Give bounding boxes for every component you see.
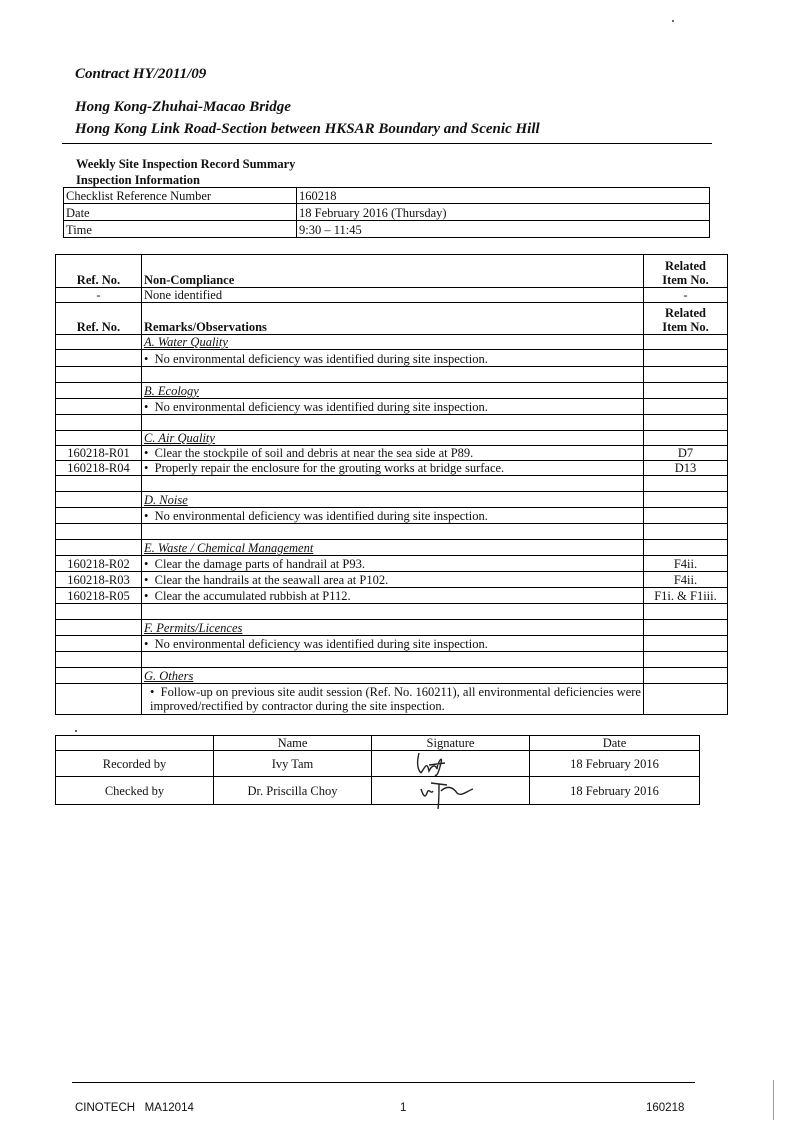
scan-edge-mark [773, 1080, 774, 1120]
remark-item: • No environmental deficiency was identified during site inspection. [142, 399, 644, 415]
inspection-label: Checklist Reference Number [64, 188, 297, 204]
section-title: Hong Kong Link Road-Section between HKSAR Boundary and Scenic Hill [75, 121, 540, 137]
remark-item: • No environmental deficiency was identified during site inspection. [142, 508, 644, 524]
remark-related: D13 [644, 461, 728, 476]
contract-number: Contract HY/2011/09 [75, 66, 207, 82]
inspection-value: 160218 [297, 188, 710, 204]
date-header: Date [530, 736, 700, 751]
signature-ivy [372, 751, 530, 777]
header-rule [62, 143, 712, 144]
inspection-label: Date [64, 204, 297, 221]
ref-no-header: Ref. No. [56, 303, 142, 335]
inspection-title: Inspection Information [76, 173, 200, 187]
remark-ref: 160218-R03 [56, 572, 142, 588]
page-number: 1 [400, 1102, 407, 1114]
remark-ref: 160218-R01 [56, 446, 142, 461]
section-heading: G. Others [142, 668, 644, 684]
section-heading: B. Ecology [142, 383, 644, 399]
related-item-header: Related Item No. [644, 303, 728, 335]
inspection-label: Time [64, 221, 297, 238]
non-compliance-related: - [644, 288, 728, 303]
remark-item: • Clear the handrails at the seawall area at P102. [142, 572, 644, 588]
remark-ref: 160218-R02 [56, 556, 142, 572]
footer-left: CINOTECH MA12014 [75, 1102, 194, 1114]
section-heading: A. Water Quality [142, 335, 644, 350]
inspection-value: 18 February 2016 (Thursday) [297, 204, 710, 221]
footer-right: 160218 [646, 1102, 685, 1114]
inspection-value: 9:30 – 11:45 [297, 221, 710, 238]
remark-item: • Clear the damage parts of handrail at P93. [142, 556, 644, 572]
non-compliance-header: Non-Compliance [142, 255, 644, 288]
remark-item: • Properly repair the enclosure for the grouting works at bridge surface. [142, 461, 644, 476]
non-compliance-text: None identified [142, 288, 644, 303]
scan-speck [672, 20, 674, 22]
section-heading: F. Permits/Licences [142, 620, 644, 636]
project-title: Hong Kong-Zhuhai-Macao Bridge [75, 99, 291, 115]
summary-title: Weekly Site Inspection Record Summary [76, 157, 296, 171]
inspection-table [63, 187, 710, 238]
signoff-date: 18 February 2016 [530, 751, 700, 777]
scan-speck [75, 730, 77, 732]
signoff-name: Ivy Tam [214, 751, 372, 777]
signoff-role: Recorded by [56, 751, 214, 777]
signoff-date: 18 February 2016 [530, 777, 700, 805]
signoff-role: Checked by [56, 777, 214, 805]
section-heading: C. Air Quality [142, 431, 644, 446]
record-table [55, 254, 728, 715]
signature-scribble [417, 775, 497, 809]
remark-related: F4ii. [644, 572, 728, 588]
name-header: Name [214, 736, 372, 751]
remark-item: • Clear the stockpile of soil and debris at near the sea side at P89. [142, 446, 644, 461]
section-heading: E. Waste / Chemical Management [142, 540, 644, 556]
signoff-name: Dr. Priscilla Choy [214, 777, 372, 805]
ref-no-header: Ref. No. [56, 255, 142, 288]
section-heading: D. Noise [142, 492, 644, 508]
remark-item: • Clear the accumulated rubbish at P112. [142, 588, 644, 604]
remark-item-others: • Follow-up on previous site audit session (Ref. No. 160211), all environmental deficiencies were improved/rectified by contractor during the site inspection. [142, 684, 644, 715]
signoff-table [55, 735, 700, 805]
remark-ref: 160218-R04 [56, 461, 142, 476]
non-compliance-ref: - [56, 288, 142, 303]
footer-rule [72, 1082, 695, 1083]
remark-item: • No environmental deficiency was identified during site inspection. [142, 636, 644, 652]
remarks-header: Remarks/Observations [142, 303, 644, 335]
signature-header: Signature [372, 736, 530, 751]
related-item-header: Related Item No. [644, 255, 728, 288]
remark-item: • No environmental deficiency was identified during site inspection. [142, 350, 644, 367]
remark-related: D7 [644, 446, 728, 461]
remark-related: F1i. & F1iii. [644, 588, 728, 604]
remark-ref: 160218-R05 [56, 588, 142, 604]
signature-priscilla [372, 777, 530, 805]
signature-scribble [407, 747, 487, 777]
remark-related: F4ii. [644, 556, 728, 572]
